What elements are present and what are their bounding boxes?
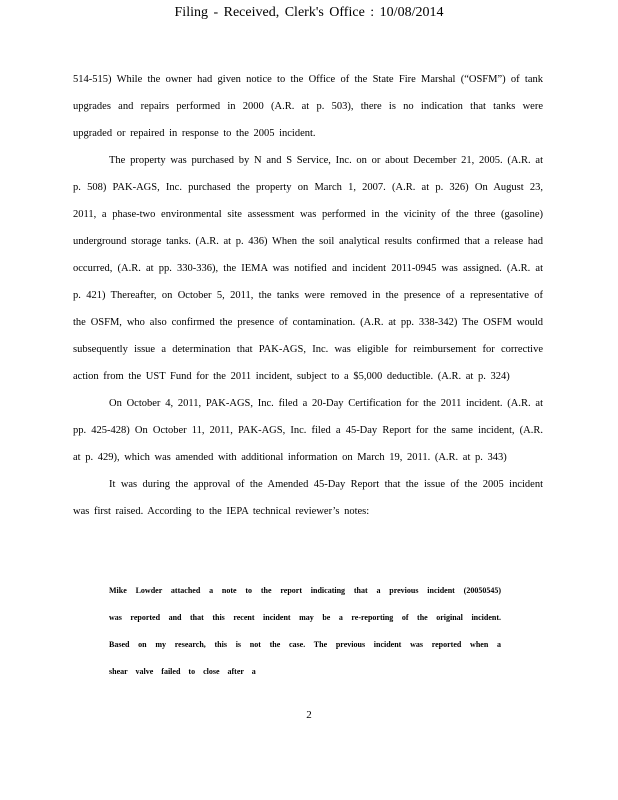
paragraph-property-purchase: The property was purchased by N and S Service, Inc. on or about December 21, 2005. (A.R. at p. 508) PAK-AGS, Inc. purchased the property on March 1, 2007. (A.R. at p. 326) On August 23, 2011, a phase-two environmental site assessment was performed in the vicinity of the three (gasoline) underground storage tanks. (A.R. at p. 436) When the soil analytical results confirmed that a release had occurred, (A.R. at pp. 330-336), the IEMA was notified and incident 2011-0945 was assigned. (A.R. at p. 421) Thereafter, on October 5, 2011, the tanks were removed in the presence of a representative of the OSFM, who also confirmed the presence of contamination. (A.R. at pp. 338-342) The OSFM would subsequently issue a determination that PAK-AGS, Inc. was eligible for reimbursement for corrective action from the UST Fund for the 2011 incident, subject to a $5,000 deductible. (A.R. at p. 324)	[73, 155, 543, 382]
paragraph-approval: It was during the approval of the Amended 45-Day Report that the issue of the 2005 incident was first raised. According to the IEPA technical reviewer’s notes:	[73, 479, 543, 517]
paragraph-certification: On October 4, 2011, PAK-AGS, Inc. filed a 20-Day Certification for the 2011 incident. (A.R. at pp. 425-428) On October 11, 2011, PAK-AGS, Inc. filed a 45-Day Report for the same incident, (A.R. at p. 429), which was amended with additional information on March 19, 2011. (A.R. at p. 343)	[73, 398, 543, 463]
document-body	[73, 66, 543, 525]
block-quote	[109, 577, 501, 685]
paragraph-continuation: 514-515) While the owner had given notice to the Office of the State Fire Marshal (“OSFM”) of tank upgrades and repairs performed in 2000 (A.R. at p. 503), there is no indication that tanks were upgraded or repaired in response to the 2005 incident.	[73, 74, 543, 139]
filing-header: Filing - Received, Clerk's Office : 10/08/2014	[174, 5, 444, 20]
quote-text: Mike Lowder attached a note to the report indicating that a previous incident (20050545) was reported and that this recent incident may be a re-reporting of the original incident. Based on my research, this is not the case. The previous incident was reported when a shear valve failed to close after a	[109, 586, 501, 676]
page-number: 2	[306, 709, 312, 721]
